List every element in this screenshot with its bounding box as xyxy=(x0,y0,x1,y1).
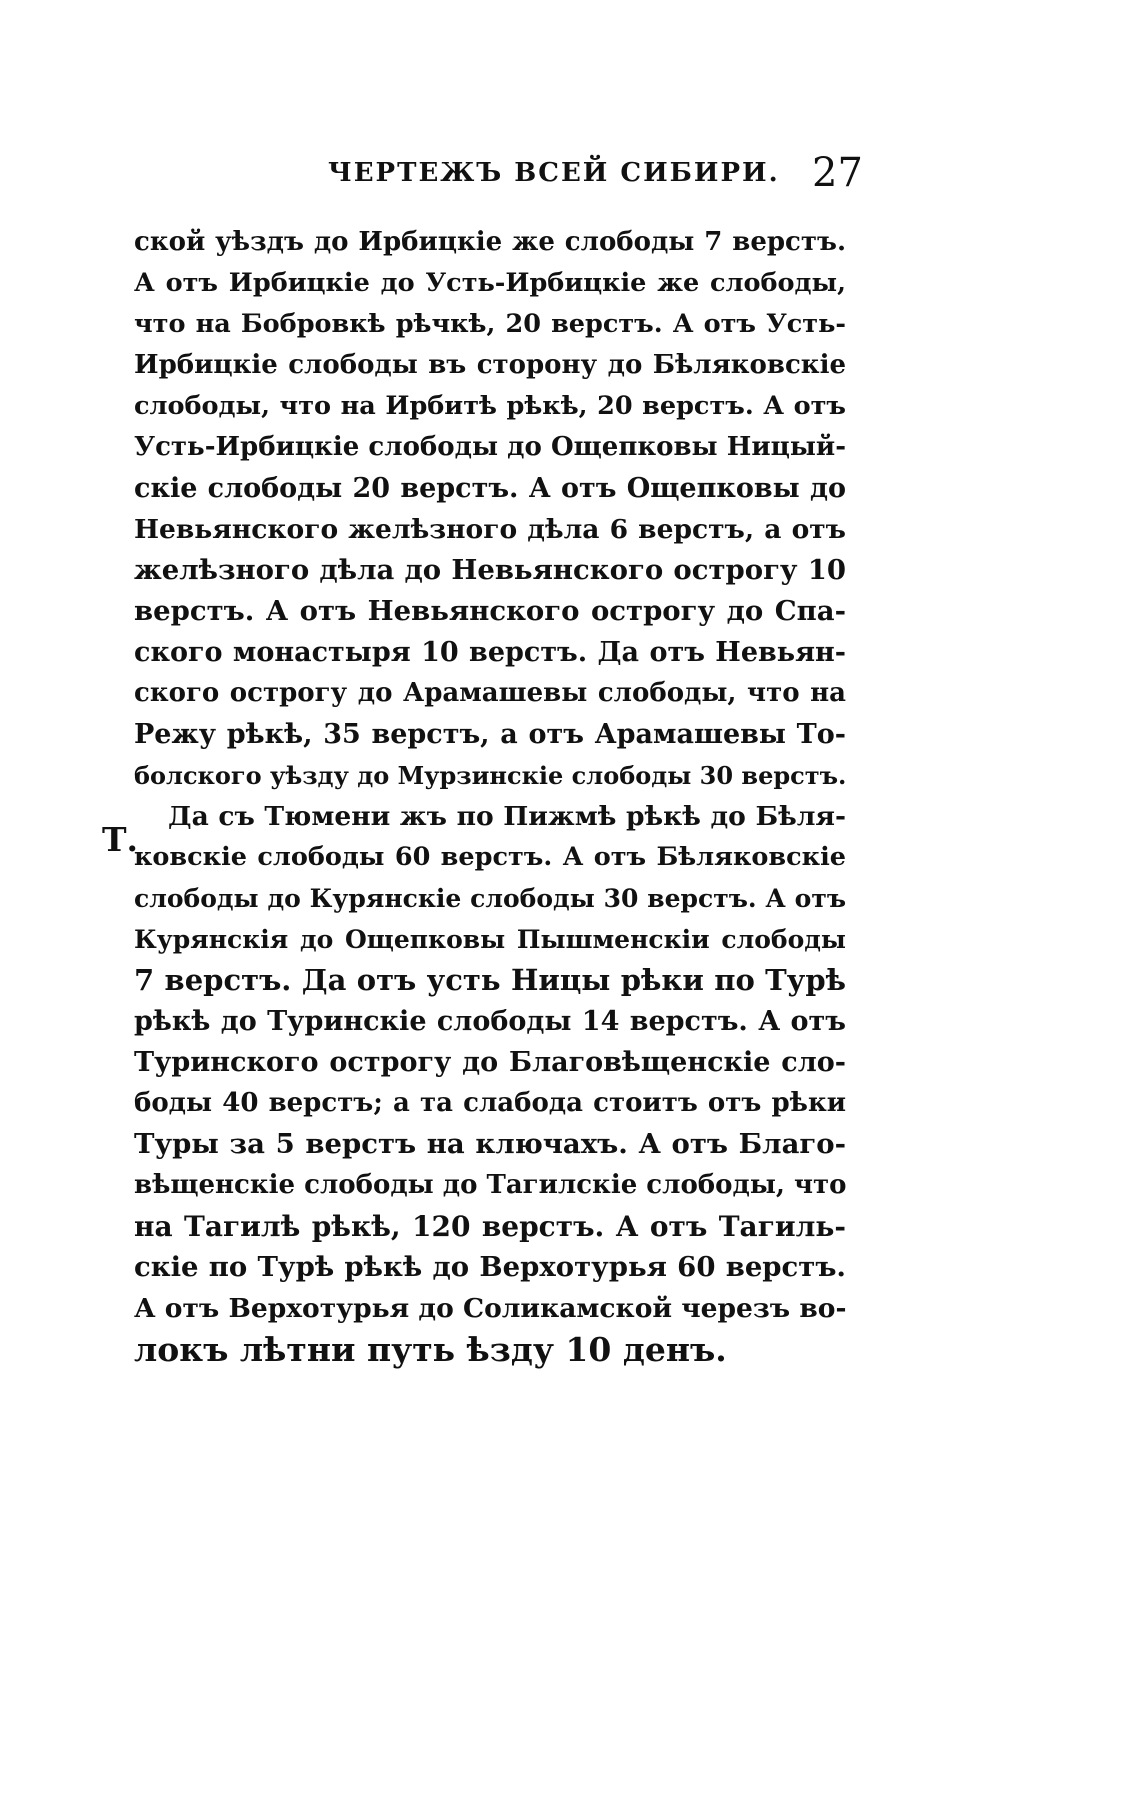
text-line: Ирбицкіе слободы въ сторону до Бѣляковскіе xyxy=(134,350,846,380)
text-line: слободы, что на Ирбитѣ рѣкѣ, 20 верстъ. А отъ xyxy=(134,391,846,421)
text-line: Усть-Ирбицкіе слободы до Ощепковы Ницый- xyxy=(134,432,846,462)
text-line: Невьянского желѣзного дѣла 6 верстъ, а отъ xyxy=(134,514,846,545)
text-line: вѣщенскіе слободы до Тагилскіе слободы, что xyxy=(134,1170,847,1200)
text-line: ского монастыря 10 верстъ. Да отъ Невьян- xyxy=(134,637,846,668)
text-line: скіе по Турѣ рѣкѣ до Верхотурья 60 верстъ. xyxy=(134,1251,846,1283)
text-line-last: локъ лѣтни путь ѣзду 10 денъ. xyxy=(134,1330,727,1369)
text-line: рѣкѣ до Туринскіе слободы 14 верстъ. А отъ xyxy=(134,1006,846,1037)
text-line: ской уѣздъ до Ирбицкіе же слободы 7 верстъ. xyxy=(134,227,846,257)
body-text xyxy=(134,222,846,1370)
text-line: ковскіе слободы 60 верстъ. А отъ Бѣляковскіе xyxy=(134,842,846,872)
text-line: на Тагилѣ рѣкѣ, 120 верстъ. А отъ Тагиль- xyxy=(134,1210,846,1243)
text-line: ского острогу до Арамашевы слободы, что на xyxy=(134,678,846,708)
text-line: слободы до Курянскіе слободы 30 верстъ. А отъ xyxy=(134,884,846,913)
text-line: А отъ Ирбицкіе до Усть-Ирбицкіе же слободы, xyxy=(134,268,846,298)
running-title: ЧЕРТЕЖЪ ВСЕЙ СИБИРИ. xyxy=(328,158,780,188)
text-line: боды 40 верстъ; а та слабода стоитъ отъ рѣки xyxy=(134,1088,846,1118)
text-line: А отъ Верхотурья до Соликамской черезъ во- xyxy=(134,1293,847,1324)
text-line: Режу рѣкѣ, 35 верстъ, а отъ Арамашевы То- xyxy=(134,719,846,750)
page-number: 27 xyxy=(812,150,863,196)
text-line-indented: Да съ Тюмени жъ по Пижмѣ рѣкѣ до Бѣля- xyxy=(168,801,846,832)
text-line: желѣзного дѣла до Невьянского острогу 10 xyxy=(134,554,846,586)
text-line: скіе слободы 20 верстъ. А отъ Ощепковы до xyxy=(134,473,846,504)
text-line: 7 верстъ. Да отъ усть Ницы рѣки по Турѣ xyxy=(134,963,846,997)
text-line: верстъ. А отъ Невьянского острогу до Спа- xyxy=(134,595,846,627)
text-line: что на Бобровкѣ рѣчкѣ, 20 верстъ. А отъ Усть- xyxy=(134,309,846,339)
margin-note-mark: Т. xyxy=(102,820,139,859)
text-line: Курянскія до Ощепковы Пышменскіи слободы xyxy=(134,925,846,954)
text-line: Туры за 5 верстъ на ключахъ. А отъ Благо- xyxy=(134,1128,846,1160)
text-line: болского уѣзду до Мурзинскіе слободы 30 верстъ. xyxy=(134,761,847,790)
text-line: Туринского острогу до Благовѣщенскіе сло- xyxy=(134,1047,846,1078)
